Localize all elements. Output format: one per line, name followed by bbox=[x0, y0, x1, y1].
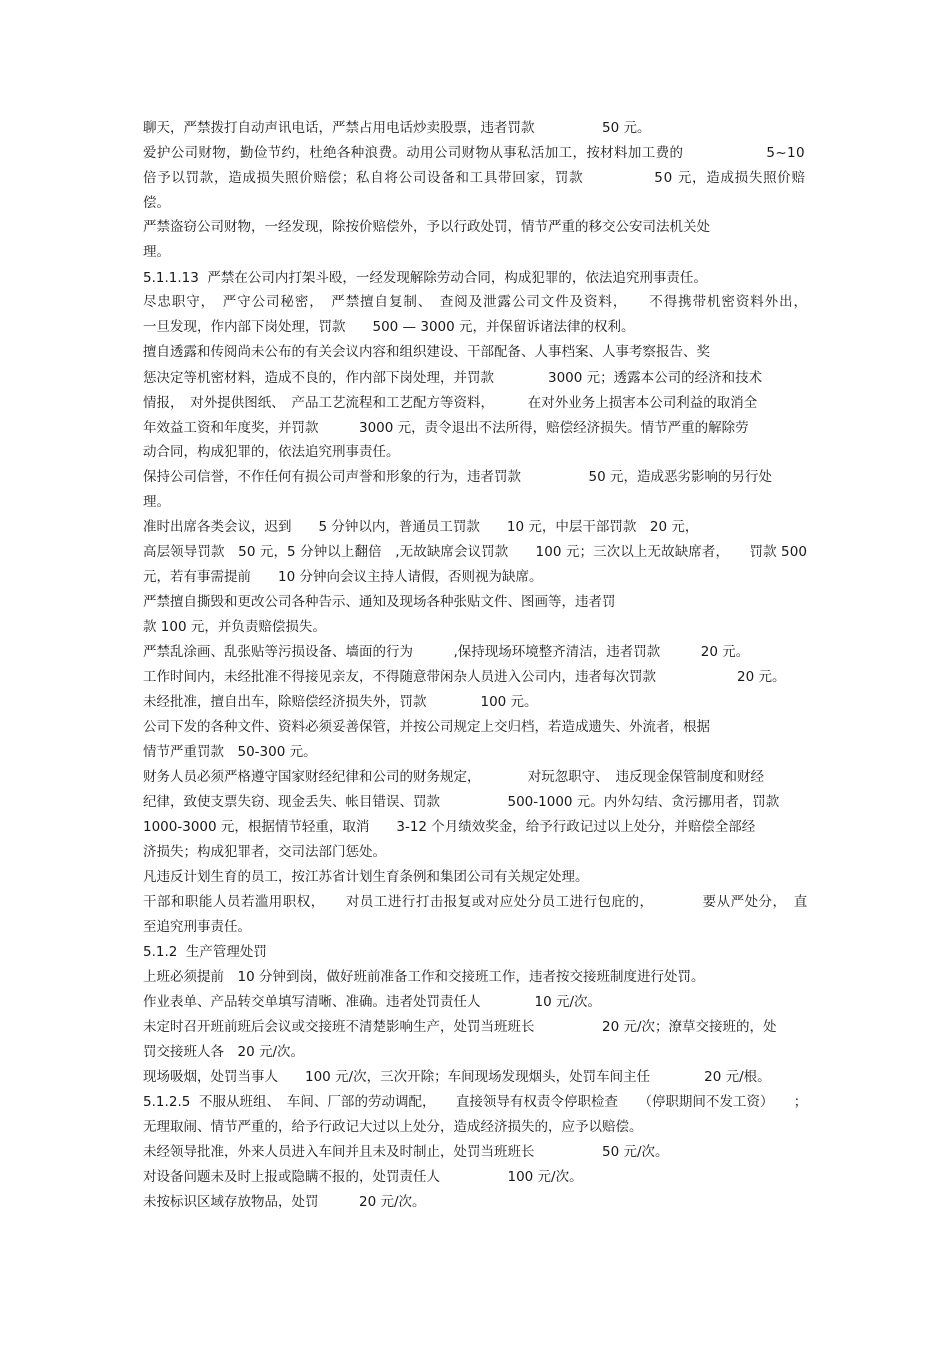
text-line: 严禁乱涂画、乱张贴等污损设备、墙面的行为 ,保持现场环境整齐清洁，违者罚款 20 元。 bbox=[143, 644, 750, 660]
text-line: 未经领导批准，外来人员进入车间并且未及时制止，处罚当班班长 50 元/次。 bbox=[143, 1144, 669, 1160]
text-line: 爱护公司财物，勤俭节约，杜绝各种浪费。动用公司财物从事私活加工，按材料加工费的 5~10 bbox=[143, 145, 805, 161]
text-line: 偿。 bbox=[143, 195, 170, 211]
text-line: 准时出席各类会议，迟到 5 分钟以内，普通员工罚款 10 元，中层干部罚款 20 元， bbox=[143, 519, 699, 535]
text-line: 一旦发现，作内部下岗处理，罚款 500 — 3000 元，并保留诉诸法律的权利。 bbox=[143, 319, 635, 335]
text-line: 公司下发的各种文件、资料必须妥善保管，并按公司规定上交归档，若造成遗失、外流者，根据 bbox=[143, 719, 710, 735]
text-line: 对设备问题未及时上报或隐瞒不报的，处罚责任人 100 元/次。 bbox=[143, 1169, 583, 1185]
text-line: 未经批准，擅自出车，除赔偿经济损失外，罚款 100 元。 bbox=[143, 694, 538, 710]
text-line: 作业表单、产品转交单填写清晰、准确。违者处罚责任人 10 元/次。 bbox=[143, 994, 602, 1010]
text-line: 工作时间内，未经批准不得接见亲友，不得随意带闲杂人员进入公司内，违者每次罚款 20 元。 bbox=[143, 669, 786, 685]
text-line: 财务人员必须严格遵守国家财经纪律和公司的财务规定， 对玩忽职守、 违反现金保管制度和财经 bbox=[143, 769, 764, 785]
text-line: 元，若有事需提前 10 分钟向会议主持人请假，否则视为缺席。 bbox=[143, 569, 543, 585]
text-line: 5.1.1.13 严禁在公司内打架斗殴，一经发现解除劳动合同，构成犯罪的，依法追究刑事责任。 bbox=[143, 270, 707, 286]
text-line: 情报， 对外提供图纸、 产品工艺流程和工艺配方等资料， 在对外业务上损害本公司利益的取消全 bbox=[143, 395, 758, 411]
text-line: 无理取闹、情节严重的，给予行政记大过以上处分，造成经济损失的，应予以赔偿。 bbox=[143, 1119, 643, 1135]
text-line: 聊天，严禁拨打自动声讯电话，严禁占用电话炒卖股票，违者罚款 50 元。 bbox=[143, 120, 651, 136]
text-line: 济损失；构成犯罪者，交司法部门惩处。 bbox=[143, 844, 386, 860]
text-line: 干部和职能人员若滥用职权， 对员工进行打击报复或对应处分员工进行包庇的， 要从严处分， 直 bbox=[143, 894, 808, 910]
text-line: 惩决定等机密材料，造成不良的，作内部下岗处理，并罚款 3000 元；透露本公司的经济和技术 bbox=[143, 370, 763, 386]
text-line: 至追究刑事责任。 bbox=[143, 919, 251, 935]
text-line: 理。 bbox=[143, 494, 170, 510]
text-line: 严禁盗窃公司财物，一经发现，除按价赔偿外，予以行政处罚，情节严重的移交公安司法机关处 bbox=[143, 219, 710, 235]
text-line: 纪律，致使支票失窃、现金丢失、帐目错误、罚款 500-1000 元。内外勾结、贪污挪用者，罚款 bbox=[143, 794, 780, 810]
text-line: 未定时召开班前班后会议或交接班不清楚影响生产，处罚当班班长 20 元/次；潦草交接班的，处 bbox=[143, 1019, 777, 1035]
text-line: 5.1.2.5 不服从班组、 车间、厂部的劳动调配， 直接领导有权责令停职检查 （停职期间不发工资） ； bbox=[143, 1094, 808, 1110]
text-line: 现场吸烟，处罚当事人 100 元/次，三次开除；车间现场发现烟头，处罚车间主任 20 元/根。 bbox=[143, 1069, 771, 1085]
text-line: 理。 bbox=[143, 244, 170, 260]
text-line: 动合同，构成犯罪的，依法追究刑事责任。 bbox=[143, 444, 400, 460]
text-line: 罚交接班人各 20 元/次。 bbox=[143, 1044, 305, 1060]
text-line: 上班必须提前 10 分钟到岗，做好班前准备工作和交接班工作，违者按交接班制度进行处罚。 bbox=[143, 969, 705, 985]
text-line: 未按标识区域存放物品，处罚 20 元/次。 bbox=[143, 1194, 426, 1210]
text-line: 5.1.2 生产管理处罚 bbox=[143, 944, 267, 960]
text-line: 高层领导罚款 50 元，5 分钟以上翻倍 ,无故缺席会议罚款 100 元；三次以上无故缺席者， 罚款 500 bbox=[143, 544, 808, 560]
text-line: 年效益工资和年度奖，并罚款 3000 元，责令退出不法所得，赔偿经济损失。情节严重的解除劳 bbox=[143, 420, 749, 436]
text-line: 擅自透露和传阅尚未公布的有关会议内容和组织建设、干部配备、人事档案、人事考察报告、奖 bbox=[143, 344, 710, 360]
text-line: 倍予以罚款，造成损失照价赔偿；私自将公司设备和工具带回家，罚款 50 元，造成损失照价赔 bbox=[143, 170, 806, 186]
text-line: 情节严重罚款 50-300 元。 bbox=[143, 744, 317, 760]
text-line: 保持公司信誉，不作任何有损公司声誉和形象的行为，违者罚款 50 元，造成恶劣影响的另行处 bbox=[143, 469, 772, 485]
text-line: 严禁擅自撕毁和更改公司各种告示、通知及现场各种张贴文件、图画等，违者罚 bbox=[143, 594, 616, 610]
text-line: 凡违反计划生育的员工，按江苏省计划生育条例和集团公司有关规定处理。 bbox=[143, 869, 589, 885]
text-line: 款 100 元，并负责赔偿损失。 bbox=[143, 619, 326, 635]
text-line: 尽忠职守， 严守公司秘密， 严禁擅自复制、 查阅及泄露公司文件及资料， 不得携带机密资料外出， bbox=[143, 294, 808, 310]
text-line: 1000-3000 元，根据情节轻重，取消 3-12 个月绩效奖金，给予行政记过以上处分，并赔偿全部经 bbox=[143, 819, 756, 835]
